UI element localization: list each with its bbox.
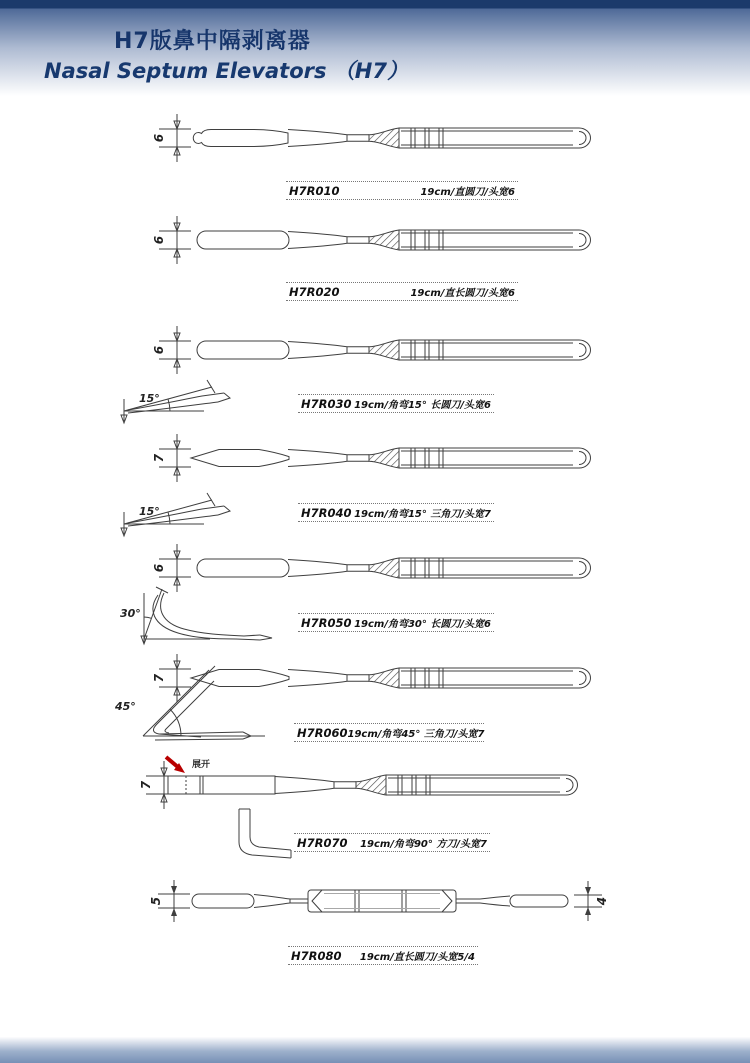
angle-label: 15° bbox=[139, 392, 160, 405]
angle-label: 15° bbox=[139, 505, 160, 518]
product-label bbox=[286, 282, 518, 301]
instrument-side-view bbox=[112, 365, 287, 423]
instrument-side-view bbox=[112, 478, 287, 536]
product-code: H7R010 bbox=[289, 183, 340, 198]
product-label bbox=[294, 833, 490, 852]
instrument-side-view bbox=[225, 806, 300, 864]
instrument-top-view bbox=[153, 108, 623, 168]
head-width-right-dim: 4 bbox=[595, 896, 609, 906]
product-desc: 19cm/直长圆刀/头宽6 bbox=[410, 288, 515, 299]
head-width-dim: 6 bbox=[152, 345, 166, 355]
head-width-dim: 6 bbox=[152, 563, 166, 573]
page-title-zh: H7版鼻中隔剥离器 bbox=[114, 29, 311, 54]
angle-label: 45° bbox=[115, 700, 136, 713]
product-label bbox=[298, 613, 494, 632]
product-label bbox=[294, 723, 484, 742]
instrument-top-view bbox=[140, 755, 625, 815]
product-code: H7R050 bbox=[301, 615, 352, 630]
head-width-dim: 7 bbox=[152, 453, 166, 463]
head-width-dim: 7 bbox=[152, 673, 166, 683]
unfold-annotation: 展开 bbox=[192, 760, 211, 770]
product-code: H7R030 bbox=[301, 396, 352, 411]
product-label bbox=[288, 946, 478, 965]
header-banner bbox=[0, 0, 750, 100]
product-desc: 19cm/直长圆刀/头宽5/4 bbox=[359, 952, 475, 963]
product-code: H7R070 bbox=[297, 835, 348, 850]
instrument-side-view bbox=[110, 583, 290, 645]
page-title-en: Nasal Septum Elevators （H7） bbox=[44, 59, 408, 83]
unfold-arrow-icon bbox=[166, 757, 185, 773]
product-label bbox=[286, 181, 518, 200]
footer-banner bbox=[0, 1037, 750, 1063]
product-code: H7R060 bbox=[297, 725, 348, 740]
head-width-left-dim: 5 bbox=[149, 896, 163, 906]
product-label bbox=[298, 394, 494, 413]
product-desc: 19cm/直圆刀/头宽6 bbox=[420, 187, 515, 198]
product-desc: 19cm/角弯15° 长圆刀/头宽6 bbox=[354, 400, 491, 411]
product-desc: 19cm/角弯90° 方刀/头宽7 bbox=[360, 839, 487, 850]
head-width-dim: 7 bbox=[139, 780, 153, 790]
angle-label: 30° bbox=[120, 607, 141, 620]
product-code: H7R080 bbox=[291, 948, 342, 963]
instrument-top-view bbox=[150, 872, 640, 934]
head-width-dim: 6 bbox=[152, 133, 166, 143]
instrument-top-view bbox=[153, 210, 623, 270]
product-label bbox=[298, 503, 494, 522]
product-desc: 19cm/角弯15° 三角刀/头宽7 bbox=[354, 509, 491, 520]
product-desc: 19cm/角弯30° 长圆刀/头宽6 bbox=[354, 619, 491, 630]
product-code: H7R040 bbox=[301, 505, 352, 520]
head-width-dim: 6 bbox=[152, 235, 166, 245]
instrument-side-view bbox=[93, 658, 283, 746]
product-desc: 19cm/角弯45° 三角刀/头宽7 bbox=[347, 729, 485, 740]
product-code: H7R020 bbox=[289, 284, 340, 299]
